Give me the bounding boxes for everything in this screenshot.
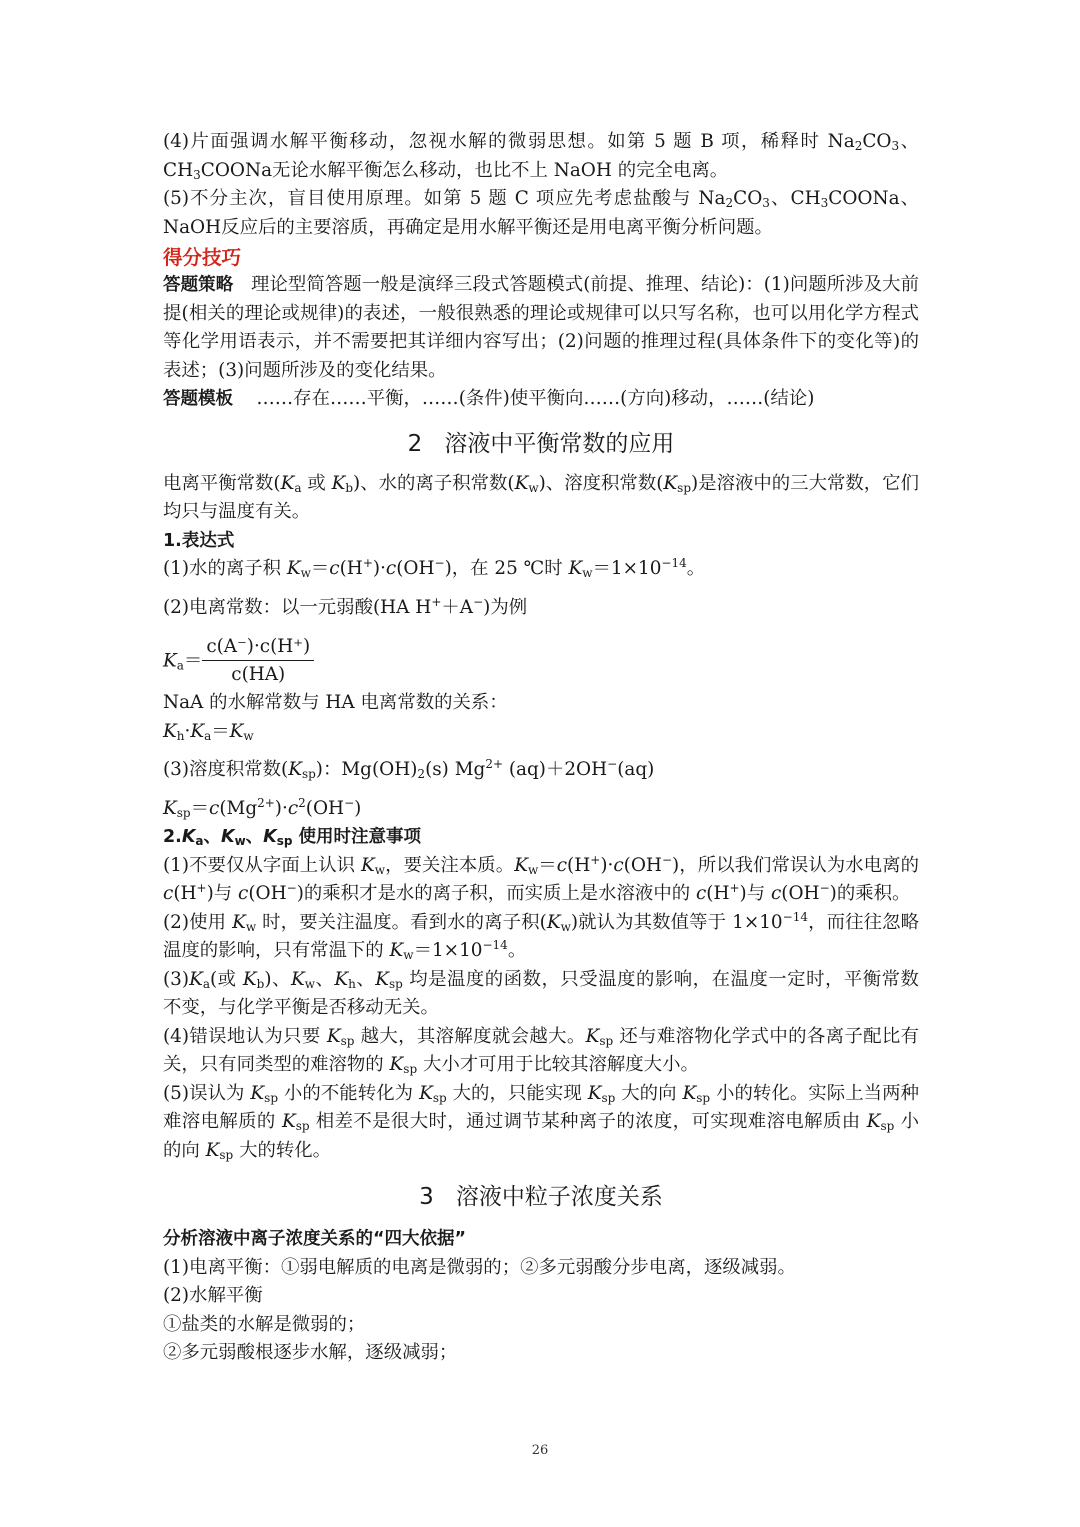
ksp-formula: $K_{sp}=c(Mg^{2+})\cdot c^2(OH^-)$ bbox=[163, 795, 362, 820]
note-3: $(3)K_a$(或 $K_b$)、$K_w$、$K_h$、$K_{sp}$ 均是温度的函数，只受温度的影响，在温度一定时，平衡常数不变，与化学平衡是否移动无关。 bbox=[163, 968, 919, 1018]
note-4: (4)错误地认为只要 $K_{sp}$ 越大，其溶解度就会越大。$K_{sp}$ 还与难溶物化学式中的各离子配比有关，只有同类型的难溶物的 $K_{sp}$ 大小才可用于比较其溶解度大小。 bbox=[163, 1025, 919, 1076]
hydrolysis-relation-label: NaA 的水解常数与 HA 电离常数的关系： bbox=[163, 692, 508, 713]
kh-ka-relation: $K_h\cdot K_a=K_w$ bbox=[163, 720, 254, 743]
basis-ionization: (1)电离平衡：①弱电解质的电离是微弱的；②多元弱酸分步电离，逐级减弱。 bbox=[163, 1256, 796, 1278]
basis-hydrolysis: (2)水解平衡 bbox=[163, 1285, 263, 1306]
scoring-tips-heading: 得分技巧 bbox=[163, 246, 242, 269]
expression-ka-intro: (2)电离常数：以一元弱酸(HA H+＋A−)为例 bbox=[163, 594, 528, 618]
ka-formula: $K_a=$ $\frac{c(A^-)\cdot c(H^+)}{c(HA)}$ bbox=[163, 634, 919, 689]
answer-template: 答题模板 ……存在……平衡，……(条件)使平衡向……(方向)移动，……(结论) bbox=[163, 388, 815, 409]
hydrolysis-point-2: ②多元弱酸根逐步水解，逐级减弱； bbox=[163, 1342, 458, 1363]
section-3-title: 3 溶液中粒子浓度关系 bbox=[419, 1184, 663, 1210]
section-2-title: 2 溶液中平衡常数的应用 bbox=[407, 430, 675, 457]
note-1: (1)不要仅从字面上认识 $K_w$，要关注本质。$K_w=c(H^+)\cdot c(OH^-)$，所以我们常误认为水电离的c(H+)与 c(OH−)的乘积才是水的离子积，而实质上是水溶液中的 c(H+)与 c(OH−)的乘积。 bbox=[163, 852, 919, 904]
subheading-expressions: 1.表达式 bbox=[163, 530, 235, 551]
expression-kw: (1)水的离子积 $K_w=c(H^+)\cdot c(OH^-)$，在 25 ℃时 $K_w=1\times 10^{-14}$。 bbox=[163, 556, 706, 580]
answer-strategy: 答题策略 理论型简答题一般是演绎三段式答题模式(前提、推理、结论)：(1)问题所涉及大前提(相关的理论或规律)的表述，一般很熟悉的理论或规律可以只写名称，也可以用化学方程式等化学用语表示，并不需要把其详细内容写出；(2)问题的推理过程(具体条件下的变化等)的表述；(3)问题所涉及的变化结果。 bbox=[163, 274, 919, 381]
subheading-notes: $2.K_a$、$K_w$、$K_{sp}$ 使用时注意事项 bbox=[163, 827, 422, 848]
four-bases-subheading: 分析溶液中离子浓度关系的“四大依据” bbox=[163, 1229, 467, 1249]
hydrolysis-point-1: ①盐类的水解是微弱的； bbox=[163, 1313, 366, 1335]
page-number: 26 bbox=[531, 1443, 549, 1458]
note-2: (2)使用 $K_w$ 时，要关注温度。看到水的离子积$(K_w)$就认为其数值等于 $1\times 10^{-14}$，而往往忽略温度的影响，只有常温下的 $K_w=1\times 10^{-14}$。 bbox=[163, 909, 919, 962]
paragraph-point-5: (5)不分主次，盲目使用原理。如第 5 题 C 项应先考虑盐酸与 $Na_2CO_3$、$CH_3COONa$、NaOH反应后的主要溶质，再确定是用水解平衡还是用电离平衡分析问题。 bbox=[163, 188, 920, 238]
document-page bbox=[163, 128, 919, 1368]
answer-strategy-label: 答题策略 bbox=[163, 275, 234, 295]
answer-template-label: 答题模板 bbox=[163, 389, 233, 409]
note-5: (5)误认为 $K_{sp}$ 小的不能转化为 $K_{sp}$ 大的，只能实现 $K_{sp}$ 大的向 $K_{sp}$ 小的转化。实际上当两种难溶电解质的 $K_{sp}$ 相差不是很大时，通过调节某种离子的浓度，可实现难溶电解质由 $K_{sp}$ 小的向 $K_{sp}$ 大的转化。 bbox=[163, 1082, 919, 1162]
section-2-intro: 电离平衡常数($K_a$ 或 $K_b$)、水的离子积常数$(K_w)$、溶度积常数$(K_{sp})$是溶液中的三大常数，它们均只与温度有关。 bbox=[163, 472, 919, 522]
paragraph-point-4: (4)片面强调水解平衡移动，忽视水解的微弱思想。如第 5 题 B 项，稀释时 $Na_2CO_3$、$CH_3COONa$无论水解平衡怎么移动，也比不上 NaOH 的完全电离。 bbox=[163, 131, 919, 182]
expression-ksp-intro: (3)溶度积常数$(K_{sp})$：$Mg(OH)_2(s)$ $Mg^{2+}$ (aq)＋2OH−(aq) bbox=[163, 757, 655, 781]
ka-fraction: $\frac{c(A^-)\cdot c(H^+)}{c(HA)}$ bbox=[202, 634, 314, 689]
